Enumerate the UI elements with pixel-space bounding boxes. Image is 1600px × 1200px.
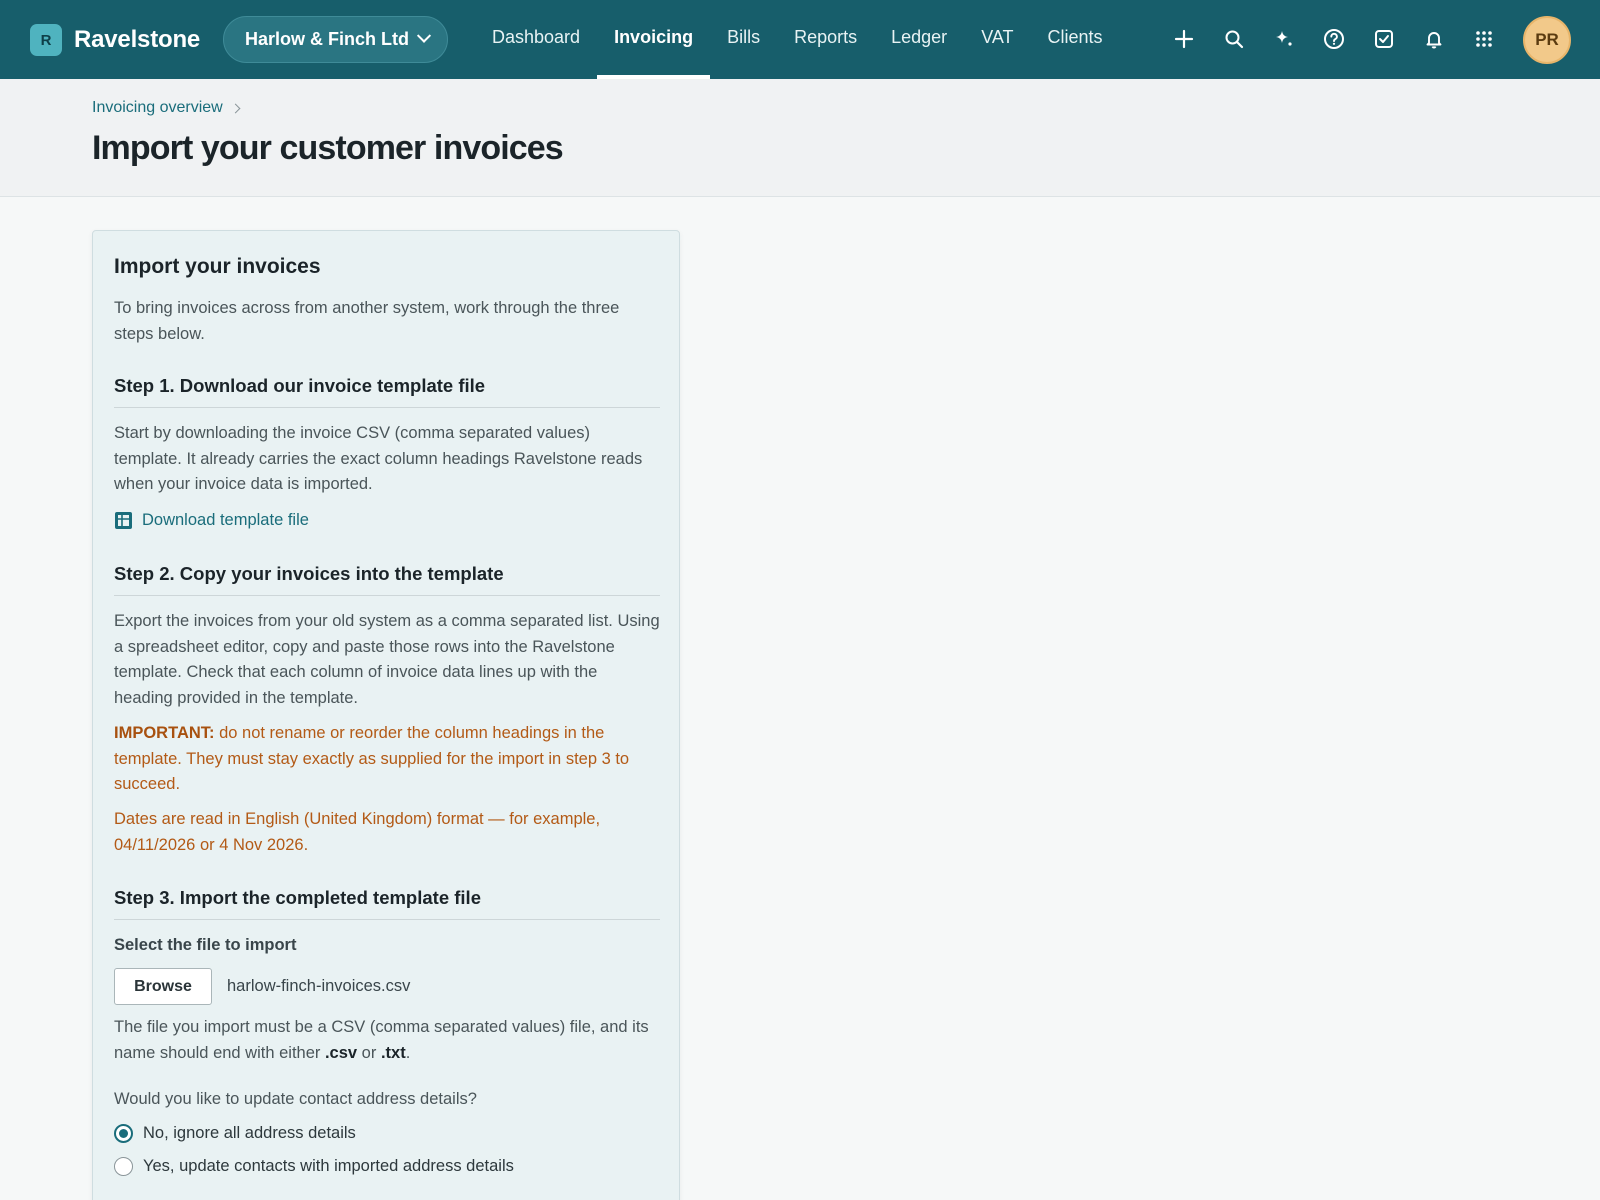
step1-body: Start by downloading the invoice CSV (comma separated values) template. It already carries the exact column headings Ravelstone reads when your invoice data is imported.: [114, 424, 643, 493]
help-icon[interactable]: [1319, 24, 1349, 54]
nav-item-reports[interactable]: Reports: [794, 27, 858, 47]
breadcrumb: [92, 99, 239, 117]
radio-button-selected[interactable]: [114, 1124, 133, 1143]
main-nav: [475, 0, 1120, 79]
toolbar-icons: [1169, 24, 1519, 54]
apps-grid-icon[interactable]: [1469, 24, 1499, 54]
radio-label-ignore: No, ignore all address details: [143, 1124, 356, 1142]
file-requirements-note: [114, 1015, 660, 1066]
search-icon[interactable]: [1219, 24, 1249, 54]
date-format-note: Dates are read in English (United Kingdom) format — for example, 04/11/2026 or 4 Nov 2026.: [114, 810, 601, 854]
card-title: Import your invoices: [114, 255, 321, 278]
address-update-question: Would you like to update contact address details?: [114, 1090, 477, 1108]
import-invoices-card: [92, 230, 680, 1200]
radio-option-ignore-address[interactable]: [114, 1124, 356, 1143]
bell-icon[interactable]: [1419, 24, 1449, 54]
radio-option-update-address[interactable]: [114, 1157, 514, 1176]
page-header: [0, 79, 1600, 197]
file-note-period: .: [405, 1043, 411, 1062]
sparkle-icon[interactable]: [1269, 24, 1299, 54]
nav-item-bills[interactable]: Bills: [727, 27, 761, 47]
file-note-text: The file you import must be a CSV (comma separated values) file, and its name should end with either: [114, 1018, 649, 1062]
intro-text: To bring invoices across from another system, work through the three steps below.: [114, 299, 620, 343]
organisation-switcher[interactable]: [223, 16, 448, 63]
or-text: or: [357, 1043, 381, 1062]
download-template-label: Download template file: [142, 511, 309, 529]
nav-item-vat[interactable]: VAT: [981, 27, 1014, 47]
plus-icon[interactable]: [1169, 24, 1199, 54]
radio-label-update: Yes, update contacts with imported address details: [143, 1157, 514, 1175]
chevron-right-icon: [230, 103, 240, 113]
nav-item-invoicing[interactable]: Invoicing: [597, 0, 710, 79]
tasks-icon[interactable]: [1369, 24, 1399, 54]
breadcrumb-link-invoicing-overview[interactable]: Invoicing overview: [92, 99, 223, 116]
important-label: IMPORTANT:: [114, 724, 215, 742]
user-avatar[interactable]: PR: [1523, 16, 1571, 64]
step1-heading: Step 1. Download our invoice template file: [114, 375, 660, 408]
step2-heading: Step 2. Copy your invoices into the template: [114, 563, 660, 596]
radio-button[interactable]: [114, 1157, 133, 1176]
logo-mark: R: [30, 24, 62, 56]
download-template-link[interactable]: [114, 511, 309, 530]
step3-heading: Step 3. Import the completed template file: [114, 887, 660, 920]
ext-csv: .csv: [324, 1043, 358, 1062]
chevron-down-icon: [417, 28, 431, 42]
important-text: do not rename or reorder the column headings in the template. They must stay exactly as supplied for the import in step 3 to succeed.: [114, 724, 630, 793]
top-navigation-bar: [0, 0, 1600, 79]
selected-file-name: harlow-finch-invoices.csv: [227, 977, 411, 995]
step2-body: Export the invoices from your old system as a comma separated list. Using a spreadsheet editor, copy and paste those rows into the Ravelstone template. Check that each column of invoice data lines up with the heading provided in the template.: [114, 612, 660, 707]
nav-item-ledger[interactable]: Ledger: [891, 27, 948, 47]
ext-txt: .txt: [380, 1043, 406, 1062]
nav-item-clients[interactable]: Clients: [1047, 27, 1103, 47]
app-name: Ravelstone: [74, 26, 201, 53]
app-logo[interactable]: [30, 24, 200, 56]
file-select-label: Select the file to import: [114, 936, 297, 954]
spreadsheet-icon: [114, 511, 133, 530]
nav-item-dashboard[interactable]: Dashboard: [492, 27, 581, 47]
important-warning: [114, 721, 660, 798]
organisation-name: Harlow & Finch Ltd: [245, 29, 409, 49]
browse-button[interactable]: Browse: [114, 968, 212, 1005]
page-title: Import your customer invoices: [92, 129, 563, 167]
